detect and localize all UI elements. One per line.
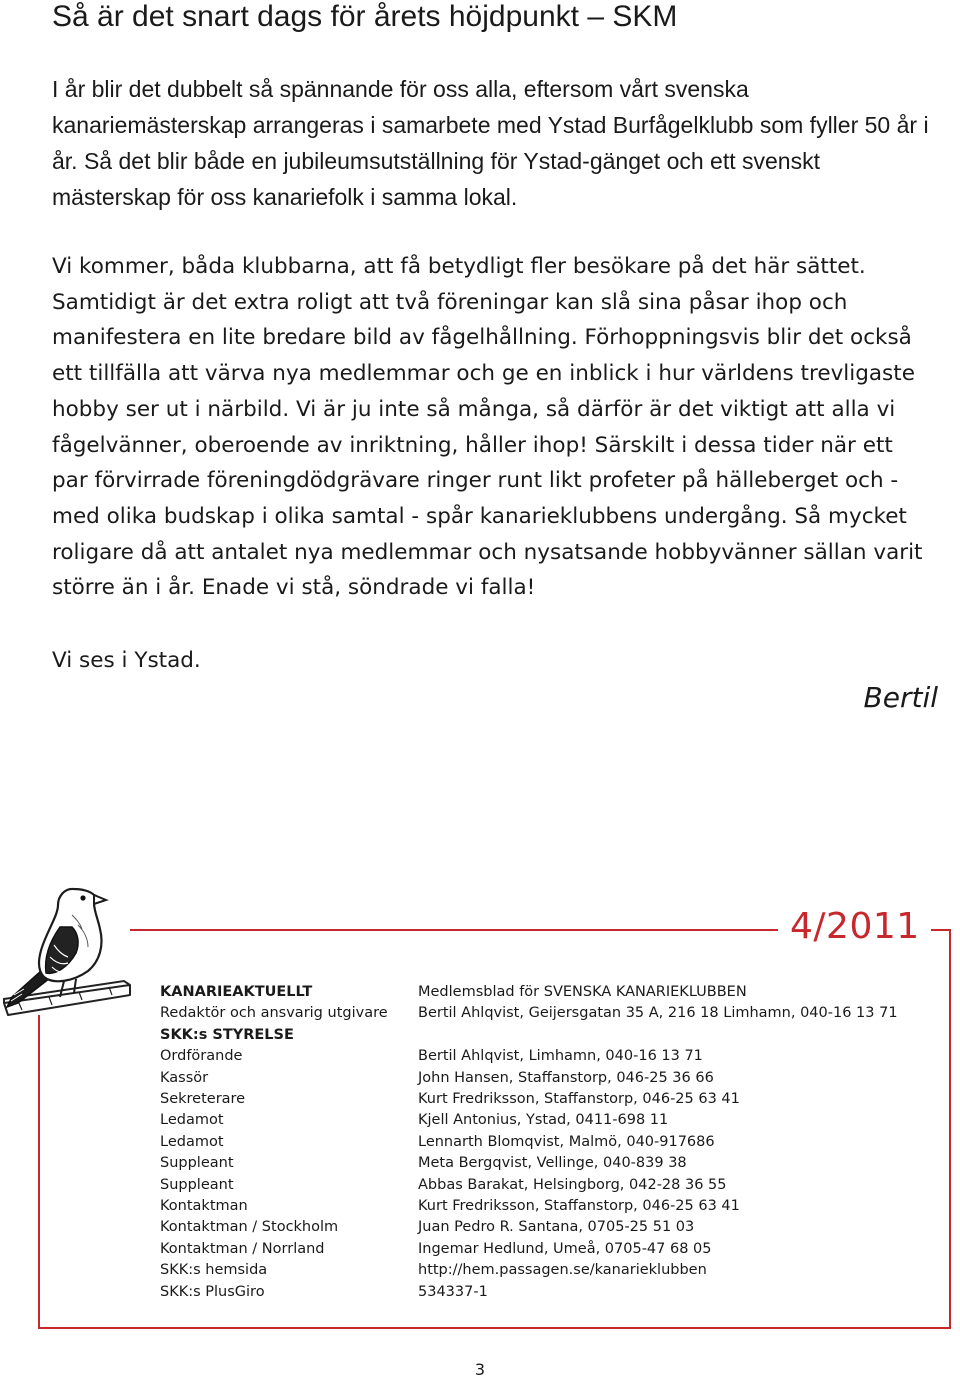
masthead-row-value: Lennarth Blomqvist, Malmö, 040-917686 bbox=[418, 1133, 715, 1150]
masthead-row-value: Bertil Ahlqvist, Geijersgatan 35 A, 216 18 Limhamn, 040-16 13 71 bbox=[418, 1005, 898, 1022]
masthead-row-value: Medlemsblad för SVENSKA KANARIEKLUBBEN bbox=[418, 984, 747, 1000]
article-title: Så är det snart dags för årets höjdpunkt – SKM bbox=[52, 0, 678, 33]
masthead-row-label: Suppleant bbox=[160, 1155, 234, 1172]
masthead-row-label: SKK:s STYRELSE bbox=[160, 1026, 294, 1043]
masthead-row bbox=[160, 1153, 898, 1174]
masthead-row-value: Abbas Barakat, Helsingborg, 042-28 36 55 bbox=[418, 1176, 727, 1193]
article-signature: Bertil bbox=[863, 681, 938, 714]
masthead-row-label: Kontaktman / Norrland bbox=[160, 1240, 325, 1257]
masthead-row-label: Suppleant bbox=[160, 1176, 234, 1193]
issue-number: 4/2011 bbox=[790, 906, 920, 947]
masthead-row-value: 534337-1 bbox=[418, 1283, 488, 1300]
masthead-row-label: Redaktör och ansvarig utgivare bbox=[160, 1005, 388, 1022]
masthead-row-label: Sekreterare bbox=[160, 1091, 246, 1108]
masthead-row-value: Bertil Ahlqvist, Limhamn, 040-16 13 71 bbox=[418, 1048, 703, 1065]
masthead-frame-right bbox=[949, 929, 951, 1329]
masthead-row bbox=[160, 1046, 898, 1067]
article-body: Vi kommer, båda klubbarna, att få betydligt fler besökare på det här sättet. Samtidigt är det extra roligt att två föreningar kan slå sina påsar ihop och manifestera en lite bredare bild av fågelhållning. Förhoppningsvis blir det också ett tillfälla att värva nya medlemmar och ge en inblick i hur världens trevligaste hobby ser ut i närbild. Vi är ju inte så många, så därför är det viktigt att alla vi fågelvänner, oberoende av inriktning, håller ihop! Särskilt i dessa tider när ett par förvirrade föreningdödgrävare ringer runt likt profeter på hälleberget och - med olika budskap i olika samtal - spår kanarieklubbens undergång. Så mycket roligare då att antalet nya medlemmar och nysatsande hobbyvänner sällan varit större än i år. Enade vi stå, söndrade vi falla! bbox=[52, 254, 923, 601]
masthead-row-label: SKK:s hemsida bbox=[160, 1262, 268, 1279]
masthead-row-label: Kontaktman / Stockholm bbox=[160, 1219, 339, 1236]
masthead-row bbox=[160, 1175, 898, 1196]
masthead-row-value: Kurt Fredriksson, Staffanstorp, 046-25 63 41 bbox=[418, 1091, 740, 1108]
masthead-frame-top-right bbox=[931, 929, 951, 931]
masthead-row bbox=[160, 982, 898, 1003]
masthead-row bbox=[160, 1260, 898, 1281]
masthead-frame-left bbox=[38, 1015, 40, 1328]
masthead-row-label: Ledamot bbox=[160, 1133, 224, 1150]
masthead-frame-top bbox=[130, 929, 778, 931]
masthead-row-label: SKK:s PlusGiro bbox=[160, 1283, 265, 1300]
masthead-row-value: John Hansen, Staffanstorp, 046-25 36 66 bbox=[418, 1069, 714, 1086]
masthead-frame-bottom bbox=[38, 1327, 951, 1329]
masthead-row bbox=[160, 1196, 898, 1217]
masthead-row-label: KANARIEAKTUELLT bbox=[160, 984, 313, 1000]
masthead-row bbox=[160, 1282, 898, 1303]
canary-bird-icon bbox=[2, 885, 132, 1025]
page-number: 3 bbox=[474, 1360, 486, 1379]
masthead-row-value: Kjell Antonius, Ystad, 0411-698 11 bbox=[418, 1112, 669, 1129]
masthead-row bbox=[160, 1025, 898, 1046]
masthead-row-label: Kassör bbox=[160, 1069, 209, 1086]
masthead-info-table bbox=[160, 982, 898, 1303]
masthead-row bbox=[160, 1110, 898, 1131]
article-greeting: Vi ses i Ystad. bbox=[52, 648, 201, 673]
masthead-row bbox=[160, 1089, 898, 1110]
masthead-row-value: Kurt Fredriksson, Staffanstorp, 046-25 63 41 bbox=[418, 1198, 740, 1215]
masthead-row-label: Ordförande bbox=[160, 1048, 243, 1065]
masthead-row-label: Kontaktman bbox=[160, 1198, 248, 1215]
masthead-row bbox=[160, 1068, 898, 1089]
masthead-row bbox=[160, 1132, 898, 1153]
masthead-row-label: Ledamot bbox=[160, 1112, 224, 1129]
masthead-row bbox=[160, 1239, 898, 1260]
masthead-row bbox=[160, 1217, 898, 1238]
masthead-row-value: Juan Pedro R. Santana, 0705-25 51 03 bbox=[418, 1219, 695, 1236]
masthead-row-value: Meta Bergqvist, Vellinge, 040-839 38 bbox=[418, 1155, 687, 1172]
masthead-row-value: Ingemar Hedlund, Umeå, 0705-47 68 05 bbox=[418, 1240, 712, 1257]
masthead-row bbox=[160, 1003, 898, 1024]
article-intro: I år blir det dubbelt så spännande för oss alla, eftersom vårt svenska kanariemästerskap arrangeras i samarbete med Ystad Burfågelklubb som fyller 50 år i år. Så det blir både en jubileumsutställning för Ystad-gänget och ett svenskt mästerskap för oss kanariefolk i samma lokal. bbox=[52, 76, 929, 210]
masthead-row-value[interactable]: http://hem.passagen.se/kanarieklubben bbox=[418, 1262, 707, 1279]
